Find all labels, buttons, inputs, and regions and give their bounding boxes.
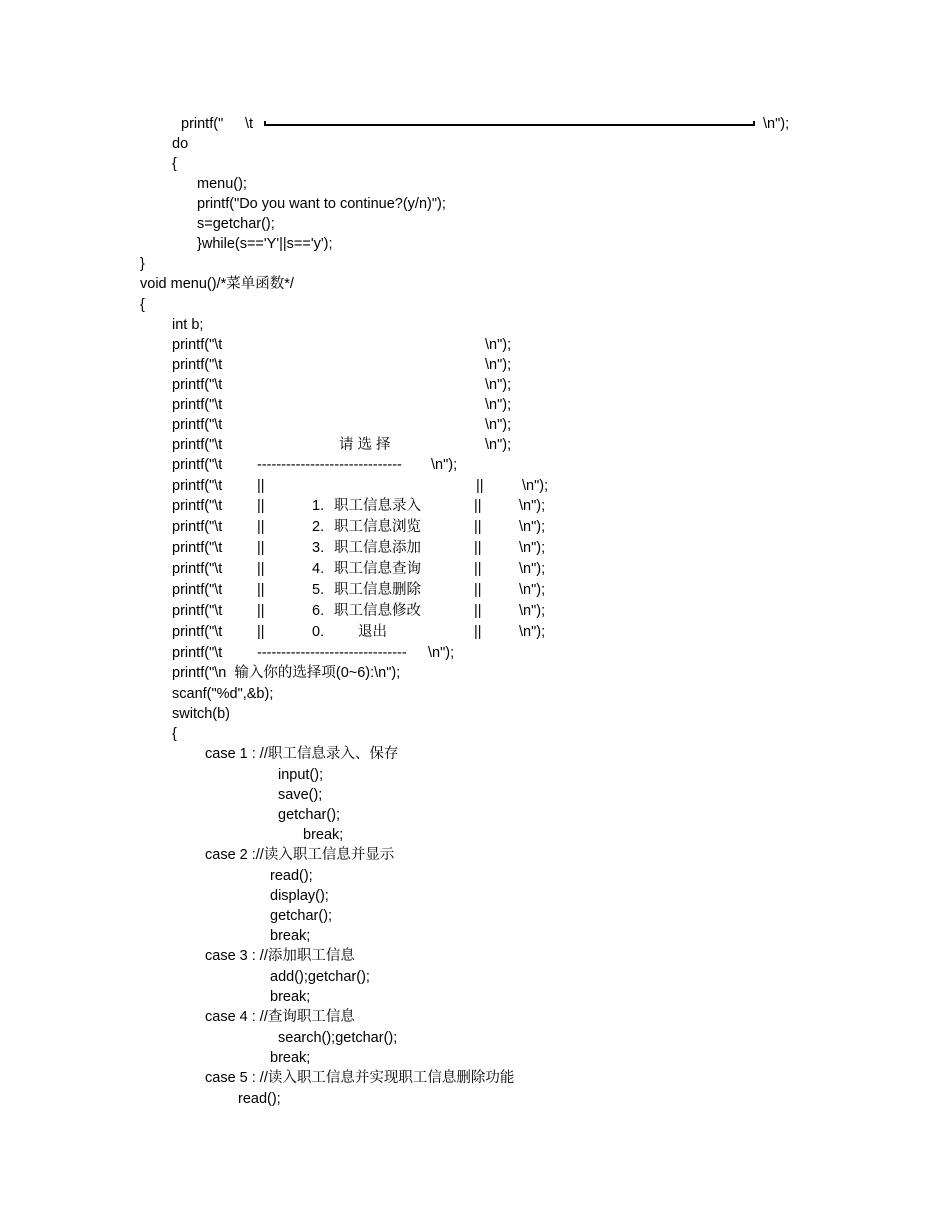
menu-row-a: printf("\t	[172, 519, 223, 535]
menu-row-b: \n");	[519, 561, 546, 577]
code-line-prompt: printf("\n 输入你的选择项(0~6):\n");	[172, 665, 401, 681]
menu-row-b: \n");	[519, 582, 546, 598]
select-heading: 请 选 择	[339, 437, 391, 453]
code-line-continue-prompt: printf("Do you want to continue?(y/n)");	[197, 196, 446, 212]
printf-open: printf("	[181, 116, 224, 132]
menu-row-num: 3.	[312, 540, 325, 556]
case-1-input: input();	[278, 767, 324, 783]
case-1-label: case 1 : //职工信息录入、保存	[205, 746, 399, 762]
code-line-menu-brace: {	[140, 297, 145, 313]
menu-row-text: 职工信息浏览	[334, 519, 421, 535]
code-line-do: do	[172, 136, 189, 152]
code-line-close-brace: }	[140, 256, 145, 272]
dash-bottom-b: \n");	[428, 645, 455, 661]
menu-row-text: 退出	[358, 624, 387, 640]
menu-row-b: \n");	[519, 603, 546, 619]
tab-escape: \t	[245, 116, 254, 132]
menu-row-left: ||	[257, 624, 265, 640]
menu-row-a: printf("\t	[172, 498, 223, 514]
menu-row-num: 6.	[312, 603, 325, 619]
menu-row-right: ||	[474, 519, 482, 535]
menu-row-a: printf("\t	[172, 582, 223, 598]
menu-row-a: printf("\t	[172, 540, 223, 556]
code-line-scanf: scanf("%d",&b);	[172, 686, 274, 702]
menu-row-right: ||	[474, 540, 482, 556]
dash-top-a: printf("\t	[172, 457, 223, 473]
code-line-while: }while(s=='Y'||s=='y');	[197, 236, 333, 252]
menu-row-left: ||	[257, 519, 265, 535]
code-line-open-brace: {	[172, 156, 177, 172]
menu-row-num: 1.	[312, 498, 325, 514]
blank-row-b: \n");	[485, 397, 512, 413]
code-line-switch-brace: {	[172, 726, 177, 742]
menu-row-num: 4.	[312, 561, 325, 577]
menu-row-a: printf("\t	[172, 603, 223, 619]
blank-row-a: printf("\t	[172, 377, 223, 393]
menu-row-a: printf("\t	[172, 624, 223, 640]
blank-row-a: printf("\t	[172, 417, 223, 433]
code-line-getchar: s=getchar();	[197, 216, 275, 232]
menu-row-right: ||	[474, 498, 482, 514]
menu-row-a: printf("\t	[172, 561, 223, 577]
menu-row-text: 职工信息添加	[334, 540, 421, 556]
blank-row-b: \n");	[485, 357, 512, 373]
case-4-search: search();getchar();	[278, 1030, 398, 1046]
menu-row-text: 职工信息录入	[334, 498, 421, 514]
newline-close: \n");	[763, 116, 790, 132]
case-1-save: save();	[278, 787, 323, 803]
menu-row-b: \n");	[519, 540, 546, 556]
bar-row-right: ||	[476, 478, 484, 494]
blank-row-a: printf("\t	[172, 397, 223, 413]
bar-row-a: printf("\t	[172, 478, 223, 494]
menu-row-left: ||	[257, 582, 265, 598]
select-row-a: printf("\t	[172, 437, 223, 453]
case-2-label: case 2 ://读入职工信息并显示	[205, 847, 395, 863]
case-2-getchar: getchar();	[270, 908, 333, 924]
menu-row-left: ||	[257, 561, 265, 577]
case-4-break: break;	[270, 1050, 311, 1066]
case-3-label: case 3 : //添加职工信息	[205, 948, 355, 964]
dash-bottom-line: -------------------------------	[257, 645, 407, 661]
menu-row-b: \n");	[519, 498, 546, 514]
case-5-label: case 5 : //读入职工信息并实现职工信息删除功能	[205, 1070, 515, 1086]
menu-row-right: ||	[474, 582, 482, 598]
case-3-break: break;	[270, 989, 311, 1005]
blank-row-a: printf("\t	[172, 337, 223, 353]
blank-row-b: \n");	[485, 377, 512, 393]
code-line-switch: switch(b)	[172, 706, 231, 722]
box-bottom-border	[264, 121, 755, 126]
menu-row-right: ||	[474, 561, 482, 577]
code-line-menu-def: void menu()/*菜单函数*/	[140, 276, 294, 292]
bar-row-b: \n");	[522, 478, 549, 494]
blank-row-b: \n");	[485, 337, 512, 353]
case-5-read: read();	[238, 1091, 281, 1107]
menu-row-left: ||	[257, 603, 265, 619]
bar-row-left: ||	[257, 478, 265, 494]
dash-bottom-a: printf("\t	[172, 645, 223, 661]
case-2-read: read();	[270, 868, 313, 884]
select-row-b: \n");	[485, 437, 512, 453]
dash-top-b: \n");	[431, 457, 458, 473]
menu-row-num: 0.	[312, 624, 325, 640]
case-3-add: add();getchar();	[270, 969, 370, 985]
case-2-display: display();	[270, 888, 329, 904]
code-line-int-b: int b;	[172, 317, 204, 333]
dash-top-line: ------------------------------	[257, 457, 402, 473]
menu-row-left: ||	[257, 540, 265, 556]
menu-row-right: ||	[474, 603, 482, 619]
menu-row-b: \n");	[519, 519, 546, 535]
menu-row-num: 5.	[312, 582, 325, 598]
blank-row-a: printf("\t	[172, 357, 223, 373]
case-1-break: break;	[303, 827, 344, 843]
menu-row-b: \n");	[519, 624, 546, 640]
menu-row-num: 2.	[312, 519, 325, 535]
menu-row-text: 职工信息修改	[334, 603, 421, 619]
code-line-menu-call: menu();	[197, 176, 247, 192]
case-2-break: break;	[270, 928, 311, 944]
menu-row-right: ||	[474, 624, 482, 640]
blank-row-b: \n");	[485, 417, 512, 433]
menu-row-left: ||	[257, 498, 265, 514]
case-1-getchar: getchar();	[278, 807, 341, 823]
menu-row-text: 职工信息删除	[334, 582, 421, 598]
menu-row-text: 职工信息查询	[334, 561, 421, 577]
case-4-label: case 4 : //查询职工信息	[205, 1009, 355, 1025]
